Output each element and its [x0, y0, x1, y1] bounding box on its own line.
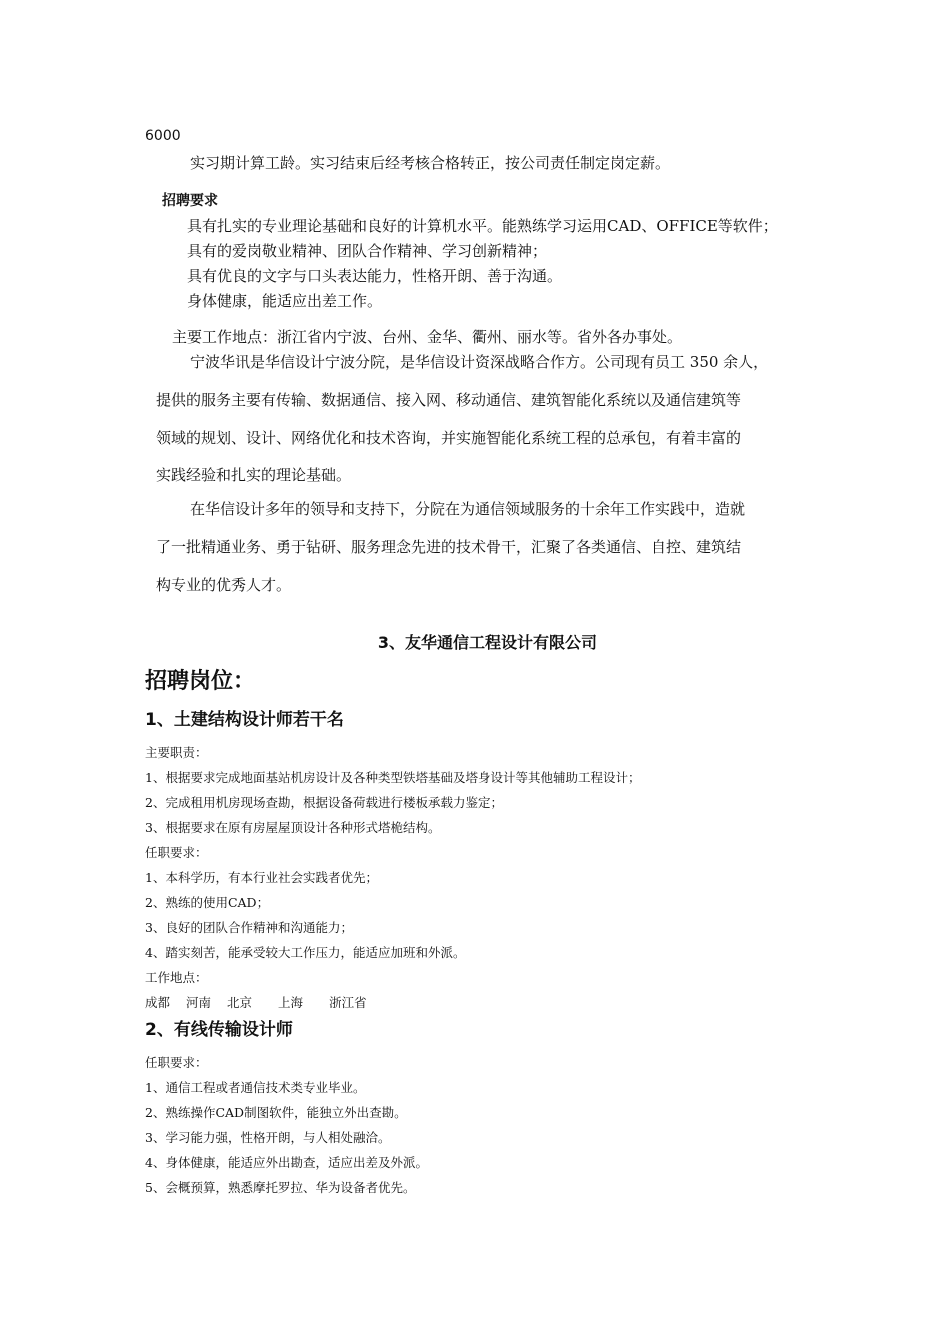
job1-duty: 1、根据要求完成地面基站机房设计及各种类型铁塔基础及塔身设计等其他辅助工程设计；: [145, 770, 641, 785]
job2-title: 2、有线传输设计师: [145, 1020, 293, 1040]
positions-heading: 招聘岗位：: [145, 669, 256, 694]
location-item: 浙江省: [329, 995, 367, 1010]
job1-duty: 2、完成租用机房现场查勘，根据设备荷载进行楼板承载力鉴定；: [145, 795, 503, 810]
intro-line: 宁波华讯是华信设计宁波分院，是华信设计资深战略合作方。公司现有员工 350 余人，: [190, 353, 769, 371]
job1-req: 4、踏实刻苦，能承受较大工作压力，能适应加班和外派。: [145, 945, 466, 960]
intro-line: 在华信设计多年的领导和支持下，分院在为通信领域服务的十余年工作实践中，造就: [190, 500, 746, 518]
job1-req: 1、本科学历，有本行业社会实践者优先；: [145, 870, 378, 885]
intern-line: 实习期计算工龄。实习结束后经考核合格转正，按公司责任制定岗定薪。: [190, 154, 671, 172]
location-item: 上海: [278, 995, 304, 1010]
requirements-heading: 招聘要求: [162, 193, 218, 209]
job1-duties-label: 主要职责：: [145, 745, 208, 760]
work-location-line: 主要工作地点：浙江省内宁波、台州、金华、衢州、丽水等。省外各办事处。: [172, 328, 683, 346]
job2-req-label: 任职要求：: [145, 1055, 208, 1070]
intro-line: 构专业的优秀人才。: [156, 576, 292, 594]
job1-location-list: [145, 993, 367, 1011]
job1-req: 3、良好的团队合作精神和沟通能力；: [145, 920, 353, 935]
intro-line: 实践经验和扎实的理论基础。: [156, 466, 352, 484]
location-item: 成都: [145, 995, 171, 1010]
intro-line: 领域的规划、设计、网络优化和技术咨询，并实施智能化系统工程的总承包，有着丰富的: [156, 429, 742, 447]
requirement-item: 具有优良的文字与口头表达能力，性格开朗、善于沟通。: [187, 267, 563, 285]
location-item: 河南: [186, 995, 212, 1010]
job1-location-label: 工作地点：: [145, 970, 208, 985]
job1-req: 2、熟练的使用CAD；: [145, 895, 270, 910]
job2-req: 4、身体健康，能适应外出勘查，适应出差及外派。: [145, 1155, 428, 1170]
job1-req-label: 任职要求：: [145, 845, 208, 860]
job2-req: 3、学习能力强，性格开朗，与人相处融洽。: [145, 1130, 391, 1145]
job1-title: 1、土建结构设计师若干名: [145, 710, 344, 730]
requirement-item: 具有的爱岗敬业精神、团队合作精神、学习创新精神；: [187, 242, 548, 260]
job2-req: 1、通信工程或者通信技术类专业毕业。: [145, 1080, 366, 1095]
salary-fragment: 6000: [145, 128, 181, 144]
job2-req: 5、会概预算，熟悉摩托罗拉、华为设备者优先。: [145, 1180, 416, 1195]
job2-req: 2、熟练操作CAD制图软件，能独立外出查勘。: [145, 1105, 407, 1120]
requirement-item: 具有扎实的专业理论基础和良好的计算机水平。能熟练学习运用CAD、OFFICE等软件；: [187, 217, 778, 235]
location-item: 北京: [227, 995, 253, 1010]
job1-duty: 3、根据要求在原有房屋屋顶设计各种形式塔桅结构。: [145, 820, 441, 835]
intro-line: 了一批精通业务、勇于钻研、服务理念先进的技术骨干，汇聚了各类通信、自控、建筑结: [156, 538, 742, 556]
intro-line: 提供的服务主要有传输、数据通信、接入网、移动通信、建筑智能化系统以及通信建筑等: [156, 391, 742, 409]
requirement-item: 身体健康，能适应出差工作。: [187, 292, 383, 310]
company-title: 3、友华通信工程设计有限公司: [377, 633, 598, 652]
